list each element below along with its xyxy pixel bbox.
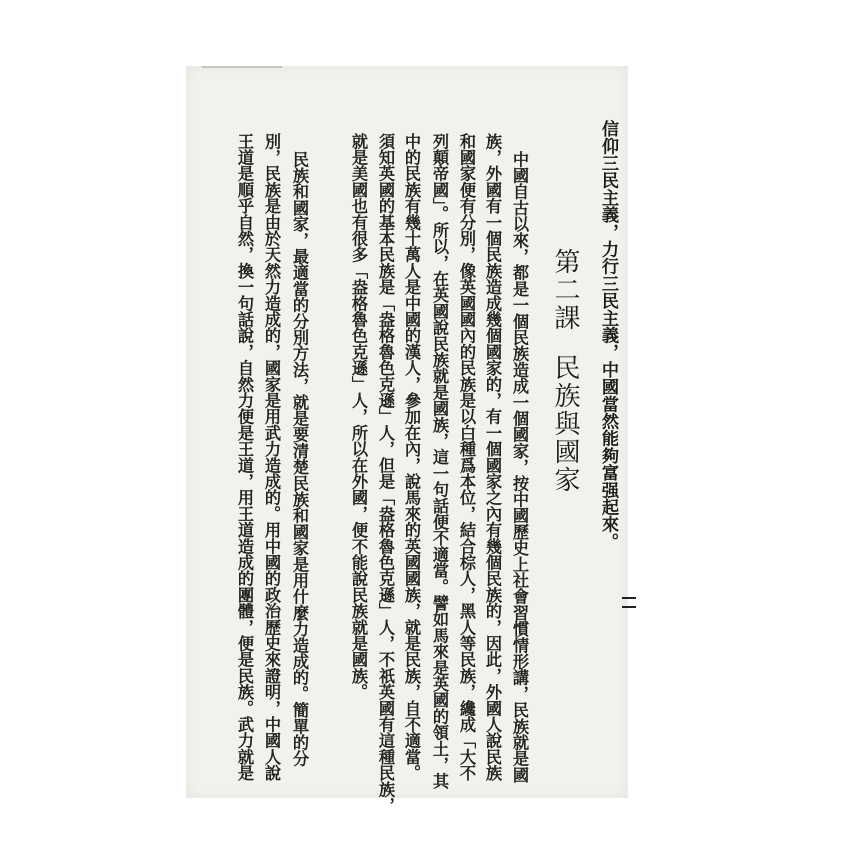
- text-column: 中的民族有幾十萬人是中國的漢人，參加在內，說馬來的英國國族，就是民族，自不適當。: [402, 133, 421, 781]
- text-column: 王道是順乎自然，換一句話說，自然力便是王道，用王道造成的團體，便是民族。武力就是: [235, 133, 254, 781]
- text-column: 和國家便有分別，像英國國內的民族是以白種爲本位，結合棕人，黑人等民族，纔成「大不: [457, 133, 476, 781]
- motto-heading: 信仰三民主義，力行三民主義，中國當然能夠富强起來。: [598, 120, 618, 550]
- text-column: 族，外國有一個民族造成幾個國家的，有一個國家之內有幾個民族的，因此，外國人說民族: [483, 133, 502, 781]
- text-column: 列顛帝國」。所以，在英國說民族就是國族，這一句話便不適當。譬如馬來是英國的領土，其: [430, 133, 449, 790]
- lesson-number: 第二課: [550, 248, 580, 332]
- page-edge-mark: [202, 66, 282, 68]
- page-number: [622, 596, 636, 608]
- text-column: 民族和國家，最適當的分別方法，就是要清楚民族和國家是用什麼力造成的。簡單的分: [290, 151, 309, 767]
- text-column: 須知英國的基本民族是「盎格魯色克遜」人，但是「盎格魯色克遜」人，不祇英國有這種民族，: [376, 133, 395, 814]
- lesson-title: [550, 248, 580, 494]
- text-column: 中國自古以來，都是一個民族造成一個國家，按中國歷史上社會習慣情形講，民族就是國: [510, 151, 529, 783]
- text-column: 別，民族是由於天然力造成的，國家是用武力造成的。用中國的政治歷史來證明，中國人說: [262, 133, 281, 781]
- lesson-name: 民族與國家: [550, 354, 580, 494]
- text-column: 就是美國也有很多「盎格魯色克遜」人，所以在外國，便不能說民族就是國族。: [349, 133, 368, 700]
